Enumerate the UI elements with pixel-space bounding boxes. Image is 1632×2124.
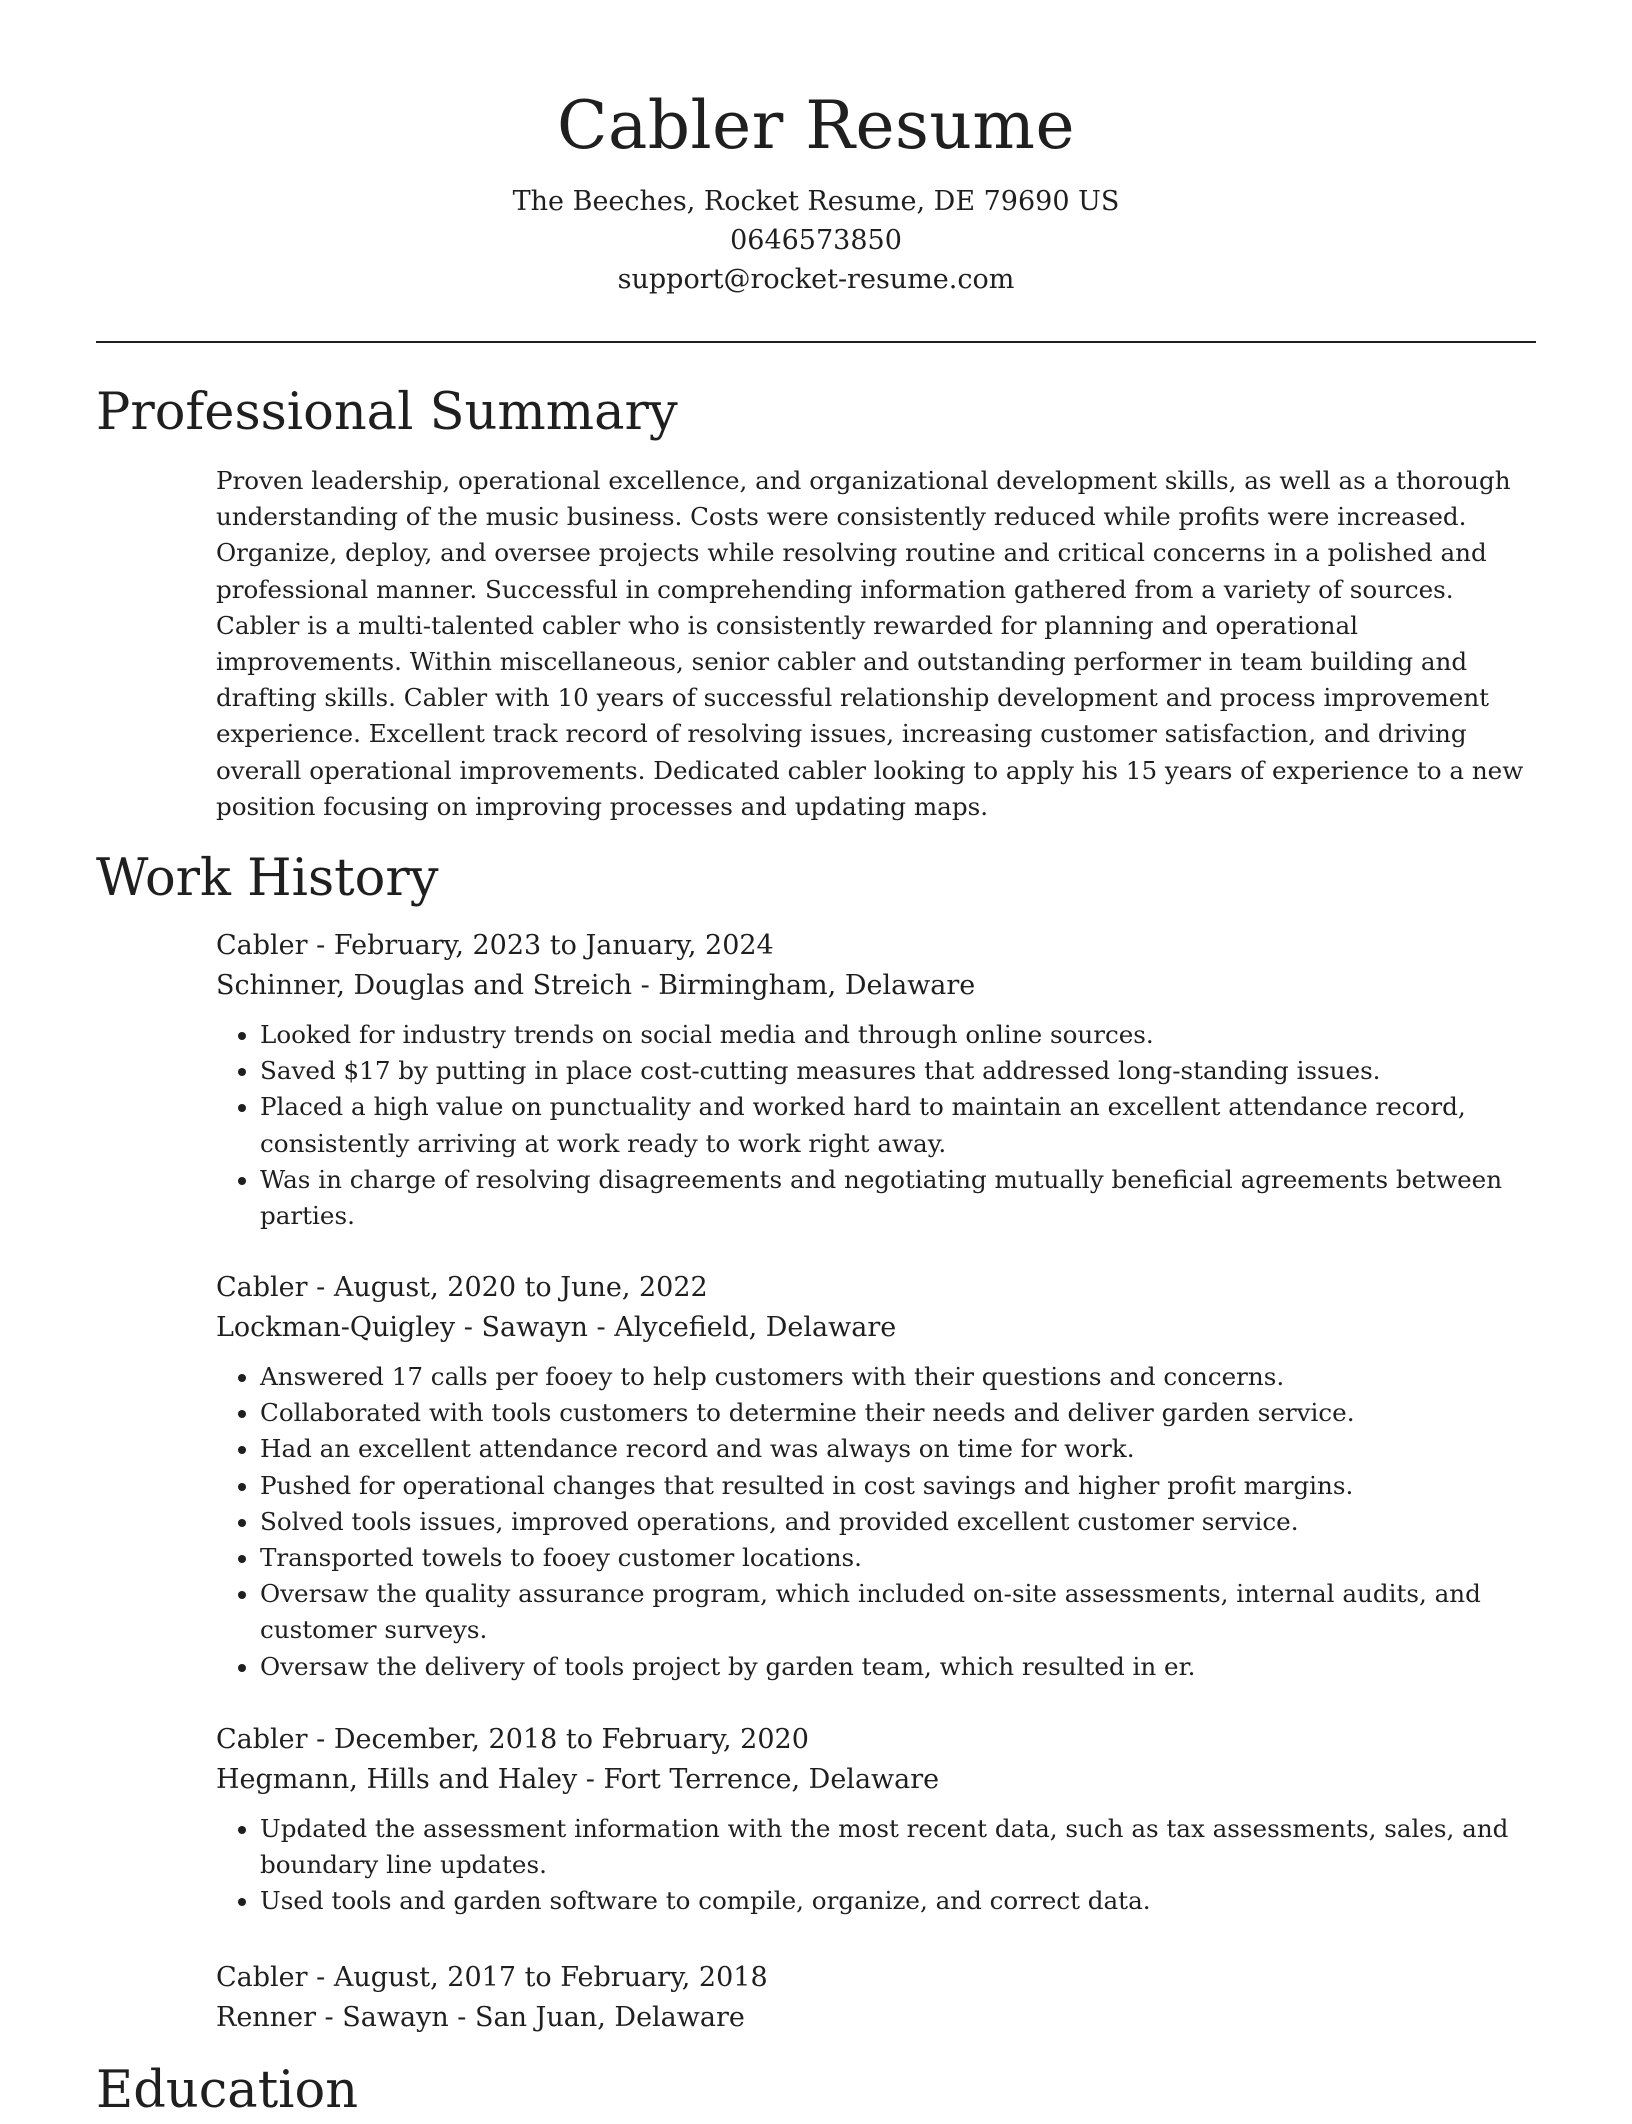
job-bullet: • Used tools and garden software to compile, organize, and correct data. [260,1883,1541,1919]
job-employer: Lockman-Quigley - Sawayn - Alycefield, Delaware [216,1312,897,1343]
contact-email: support@rocket-resume.com [617,264,1015,295]
contact-address: The Beeches, Rocket Resume, DE 79690 US [512,186,1120,217]
job-bullet-list [216,1359,1541,1685]
section-title-summary: Professional Summary [96,383,678,442]
job-entry [216,1268,1541,1685]
job-bullet: • Placed a high value on punctuality and worked hard to maintain an excellent attendance record, consistently arriving at work ready to work right away. [260,1089,1541,1161]
job-bullet: • Oversaw the quality assurance program, which included on-site assessments, internal audits, and customer surveys. [260,1576,1541,1648]
job-heading: Cabler - August, 2020 to June, 2022 [216,1272,708,1303]
job-bullet: • Looked for industry trends on social media and through online sources. [260,1017,1541,1053]
job-bullet: • Oversaw the delivery of tools project by garden team, which resulted in er. [260,1649,1541,1685]
job-employer: Renner - Sawayn - San Juan, Delaware [216,2002,745,2033]
job-heading: Cabler - August, 2017 to February, 2018 [216,1962,768,1993]
job-bullet: • Was in charge of resolving disagreements and negotiating mutually beneficial agreements between parties. [260,1162,1541,1234]
job-employer: Hegmann, Hills and Haley - Fort Terrence, Delaware [216,1764,940,1795]
job-bullet: • Solved tools issues, improved operations, and provided excellent customer service. [260,1504,1541,1540]
job-bullet: • Transported towels to fooey customer locations. [260,1540,1541,1576]
job-entry [216,926,1541,1234]
job-bullet: • Had an excellent attendance record and was always on time for work. [260,1431,1541,1467]
job-bullet-list [216,1811,1541,1920]
resume-title: Cabler Resume [556,87,1076,164]
job-bullet-list [216,1017,1541,1234]
job-bullet: • Pushed for operational changes that resulted in cost savings and higher profit margins. [260,1468,1541,1504]
job-heading: Cabler - February, 2023 to January, 2024 [216,930,774,961]
job-bullet: • Answered 17 calls per fooey to help customers with their questions and concerns. [260,1359,1541,1395]
header-divider [96,341,1536,343]
job-employer: Schinner, Douglas and Streich - Birmingham, Delaware [216,970,976,1001]
job-bullet: • Saved $17 by putting in place cost-cutting measures that addressed long-standing issues. [260,1053,1541,1089]
job-heading: Cabler - December, 2018 to February, 2020 [216,1724,809,1755]
summary-text: Proven leadership, operational excellence, and organizational development skills, as well as a thorough understanding of the music business. Costs were consistently reduced while profits were increased. Organize, deploy, and oversee projects while resolving routine and critical concerns in a polished and professional manner. Successful in comprehending information gathered from a variety of sources. Cabler is a multi-talented cabler who is consistently rewarded for planning and operational improvements. Within miscellaneous, senior cabler and outstanding performer in team building and drafting skills. Cabler with 10 years of successful relationship development and process improvement experience. Excellent track record of resolving issues, increasing customer satisfaction, and driving overall operational improvements. Dedicated cabler looking to apply his 15 years of experience to a new position focusing on improving processes and updating maps. [216,466,1524,821]
resume-header [0,78,1632,299]
section-title-education: Education [96,2061,359,2120]
contact-phone: 0646573850 [730,225,902,256]
job-entry [216,1720,1541,1920]
job-bullet: • Collaborated with tools customers to determine their needs and deliver garden service. [260,1395,1541,1431]
job-bullet: • Updated the assessment information with the most recent data, such as tax assessments, sales, and boundary line updates. [260,1811,1541,1883]
job-entry [216,1958,1541,2037]
contact-block [0,182,1632,299]
section-title-work-history: Work History [96,849,439,908]
